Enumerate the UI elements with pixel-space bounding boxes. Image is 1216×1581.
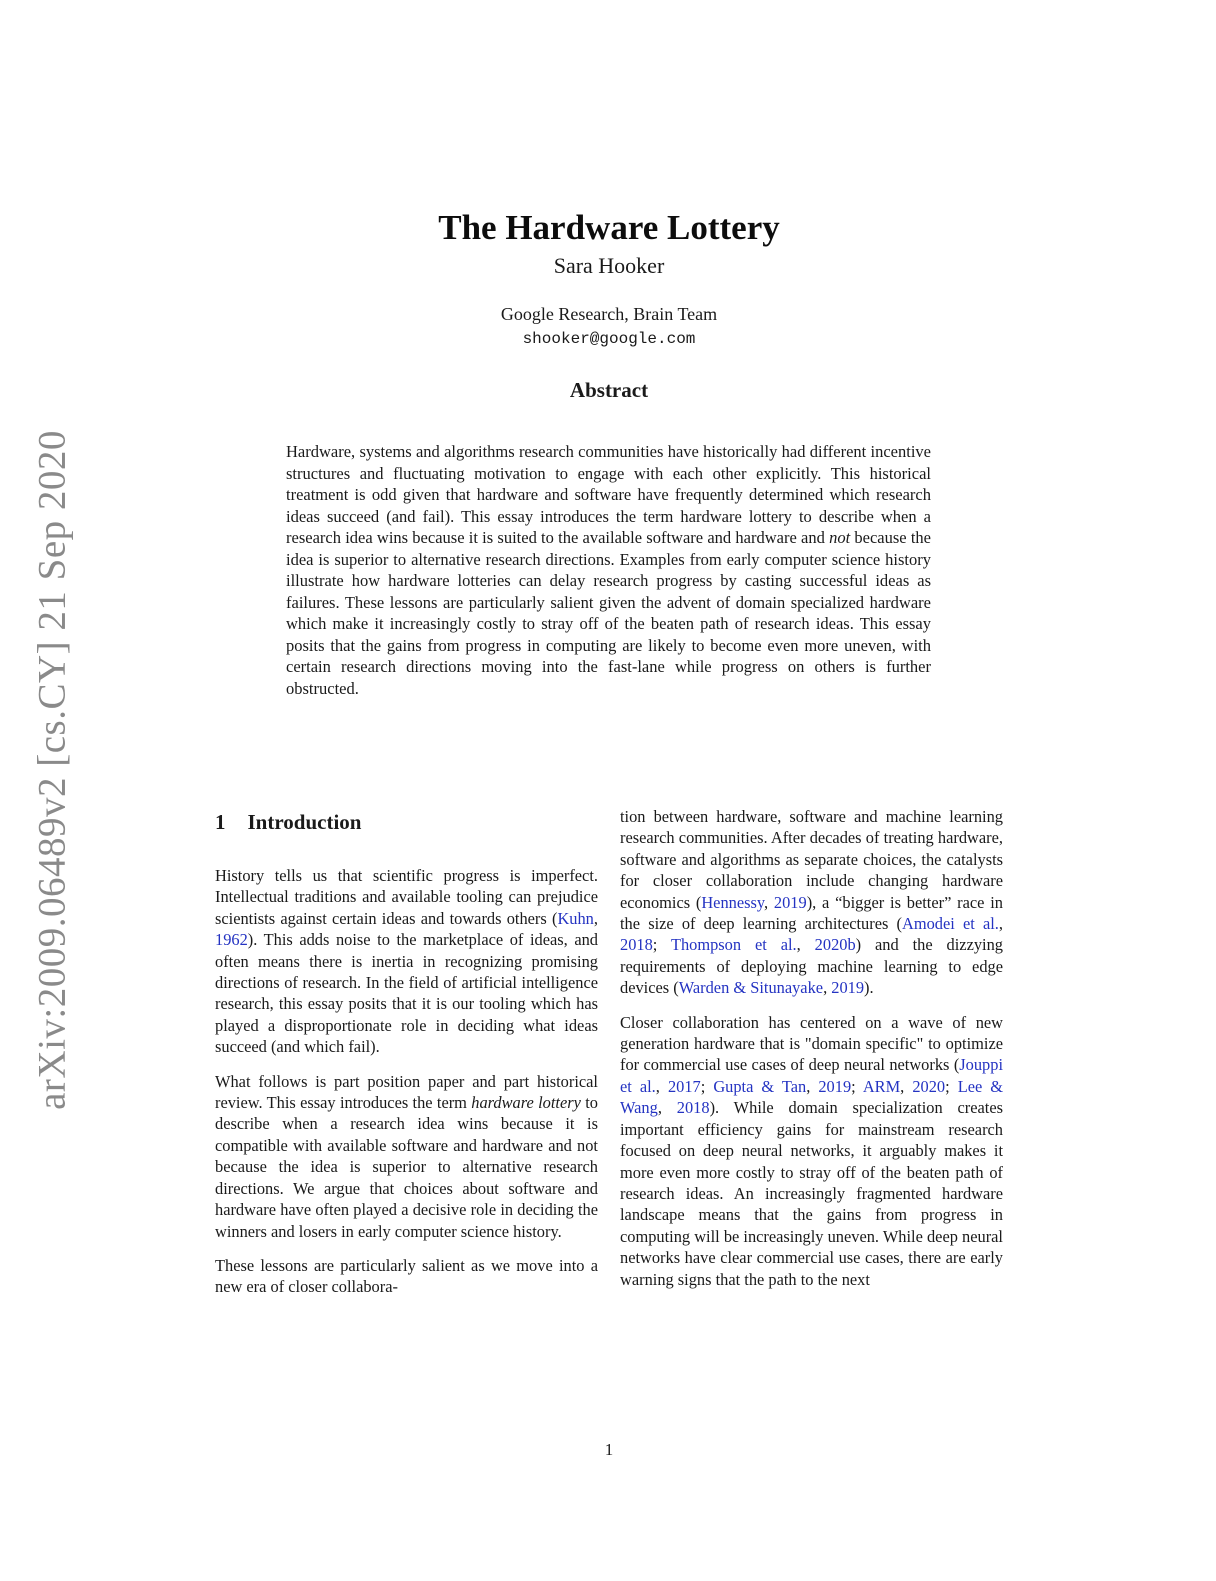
paragraph (215, 1071, 598, 1242)
citation-link[interactable]: Gupta & Tan (713, 1076, 807, 1096)
citation-link[interactable]: 2019 (818, 1076, 852, 1096)
section-title: Introduction (247, 810, 362, 834)
text-run: ). (864, 978, 874, 998)
citation-link[interactable]: ARM (862, 1076, 901, 1096)
left-column (215, 806, 598, 1298)
right-column-paragraphs (620, 806, 1003, 1290)
emphasis-text: not (829, 528, 851, 547)
text-run: , (806, 1076, 819, 1096)
citation-link[interactable]: Lee & Wang (620, 1076, 1004, 1118)
two-column-body (215, 806, 1003, 1298)
section-heading-introduction (215, 810, 598, 835)
citation-link[interactable]: 2018 (620, 935, 653, 955)
text-run: ), a “bigger is better” race in the size of deep learning architectures ( (620, 892, 1003, 934)
text-run: ). While domain specialization creates important efficiency gains for mainstream research focused on deep neural networks, it arguably makes it more even more costly to stray off of the beaten path of research ideas. An increasingly fragmented hardware landscape means that the gains from progress in computing will be increasingly uneven. While deep neural networks have clear commercial use cases, there are early warning signs that the path to the next (620, 1098, 1003, 1289)
text-run: , (764, 892, 774, 912)
text-run: ; (945, 1076, 958, 1096)
citation-link[interactable]: 1962 (215, 930, 248, 950)
text-run: History tells us that scientific progress is imperfect. Intellectual traditions and available tooling can prejudice scientists against certain ideas and towards others ( (215, 866, 598, 928)
abstract-text (286, 441, 931, 699)
text-run: ). This adds noise to the marketplace of ideas, and often means there is inertia in recognizing promising directions of research. In the field of artificial intelligence research, this essay posits that it is our tooling which has played a disproportionate role in deciding what ideas succeed (and which fail). (215, 930, 598, 1057)
citation-link[interactable]: 2020 (912, 1076, 946, 1096)
text-run: , (593, 908, 598, 928)
text-run: Hardware, systems and algorithms research communities have historically had different incentive structures and fluctuating motivation to engage with each other explicitly. This historical treatment is odd given that hardware and software have frequently determined which research ideas succeed (and fail). This essay introduces the term hardware lottery to describe when a research idea wins because it is suited to the available software and hardware and (286, 442, 931, 547)
citation-link[interactable]: Hennessy (701, 892, 765, 912)
citation-link[interactable]: Thompson et al. (670, 935, 797, 955)
text-run: , (998, 914, 1003, 934)
paragraph (215, 1255, 598, 1298)
citation-link[interactable]: 2019 (773, 892, 807, 912)
page-number: 1 (604, 1440, 614, 1459)
citation-link[interactable]: 2017 (667, 1076, 701, 1096)
paragraph (215, 865, 598, 1058)
paragraph (620, 806, 1003, 999)
text-run: to describe when a research idea wins because it is compatible with available software and hardware and not because the idea is superior to alternative research directions. We argue that choices about software and hardware have often played a decisive role in deciding the winners and losers in early computer science history. (215, 1093, 598, 1241)
citation-link[interactable]: 2019 (831, 978, 865, 998)
text-run: , (657, 1098, 677, 1118)
citation-link[interactable]: Kuhn (557, 908, 594, 928)
paragraph (620, 1012, 1003, 1290)
arxiv-watermark: arXiv:2009.06489v2 [cs.CY] 21 Sep 2020 (30, 430, 74, 1110)
text-run: , (796, 935, 815, 955)
author-email[interactable]: shooker@google.com (522, 330, 696, 348)
text-run: ) and the dizzying requirements of deploying machine learning to edge devices ( (620, 935, 1003, 998)
affiliation: Google Research, Brain Team (500, 304, 718, 324)
emphasis-text: hardware lottery (471, 1093, 581, 1113)
text-run: , (823, 978, 832, 998)
citation-link[interactable]: Jouppi et al. (620, 1055, 1003, 1096)
text-run: because the idea is superior to alternative research directions. Examples from early computer science history illustrate how hardware lotteries can delay research progress by casting successful ideas as failures. These lessons are particularly salient given the advent of domain specialized hardware which make it increasingly costly to stray off of the beaten path of research ideas. This essay posits that the gains from progress in computing are likely to become even more uneven, with certain research directions moving into the fast-lane while progress on others is further obstructed. (286, 528, 931, 698)
left-column-paragraphs (215, 865, 598, 1298)
citation-link[interactable]: Warden & Situnayake (678, 978, 824, 998)
text-run: What follows is part position paper and part historical review. This essay introduces the term (215, 1071, 598, 1113)
citation-link[interactable]: Amodei et al. (901, 914, 999, 934)
text-run: , (655, 1076, 668, 1096)
text-run: tion between hardware, software and machine learning research communities. After decades of treating hardware, software and algorithms as separate choices, the catalysts for closer collaboration include changing hardware economics ( (620, 807, 1003, 912)
paper-title: The Hardware Lottery (438, 208, 780, 248)
citation-link[interactable]: 2020b (814, 935, 856, 955)
text-run: These lessons are particularly salient as we move into a new era of closer collabora- (215, 1255, 598, 1297)
right-column (620, 806, 1003, 1298)
citation-link[interactable]: 2018 (676, 1098, 710, 1118)
text-run: ; (851, 1076, 863, 1096)
text-run: Closer collaboration has centered on a wave of new generation hardware that is "domain specific" to optimize for commercial use cases of deep neural networks ( (620, 1012, 1003, 1075)
text-run: ; (700, 1076, 714, 1096)
section-number: 1 (215, 810, 226, 834)
text-run: ; (652, 935, 671, 955)
abstract-heading: Abstract (569, 378, 649, 402)
author-name: Sara Hooker (553, 253, 665, 278)
text-run: , (900, 1076, 913, 1096)
